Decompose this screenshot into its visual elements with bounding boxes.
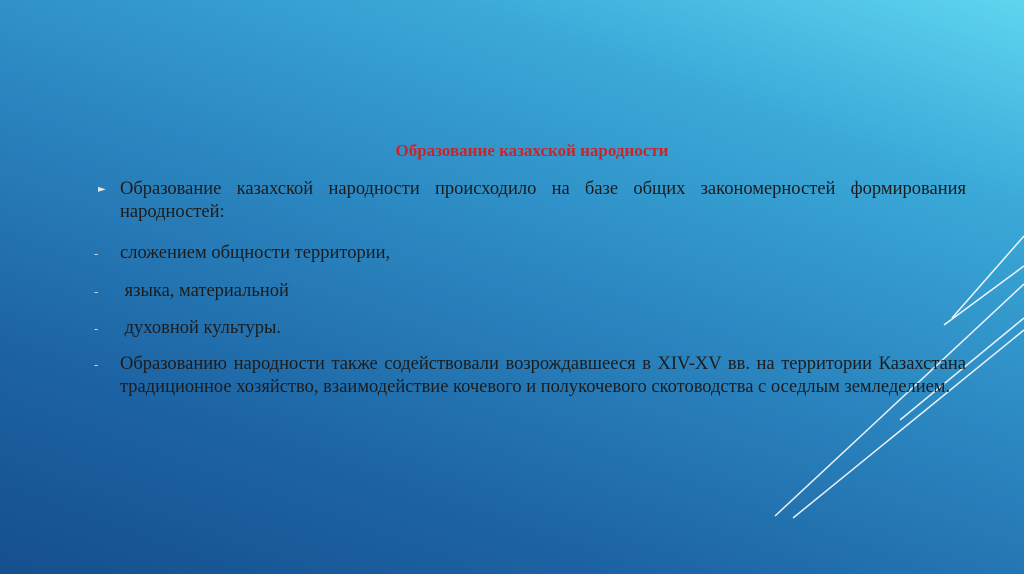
dash-marker: -: [94, 246, 99, 261]
dash-marker: -: [94, 321, 99, 336]
bullet-marker: ►: [98, 184, 106, 195]
paragraph-intro: Образование казахской народности происходило на базе общих закономерностей формирования народностей:: [120, 179, 966, 222]
paragraph-economy: Образованию народности также содействовали возрождавшееся в XIV-XV вв. на территории Казахстана традиционное хозяйство, взаимодействие кочевого и полукочевого скотоводства с оседлым земледелием.: [120, 354, 966, 397]
dash-marker: -: [94, 357, 99, 372]
list-item-language: языка, материальной: [120, 281, 289, 301]
slide-title: Образование казахской народности: [395, 141, 669, 160]
dash-marker: -: [94, 284, 99, 299]
list-item-territory: сложением общности территории,: [120, 243, 391, 263]
list-item-culture: духовной культуры.: [120, 318, 282, 338]
